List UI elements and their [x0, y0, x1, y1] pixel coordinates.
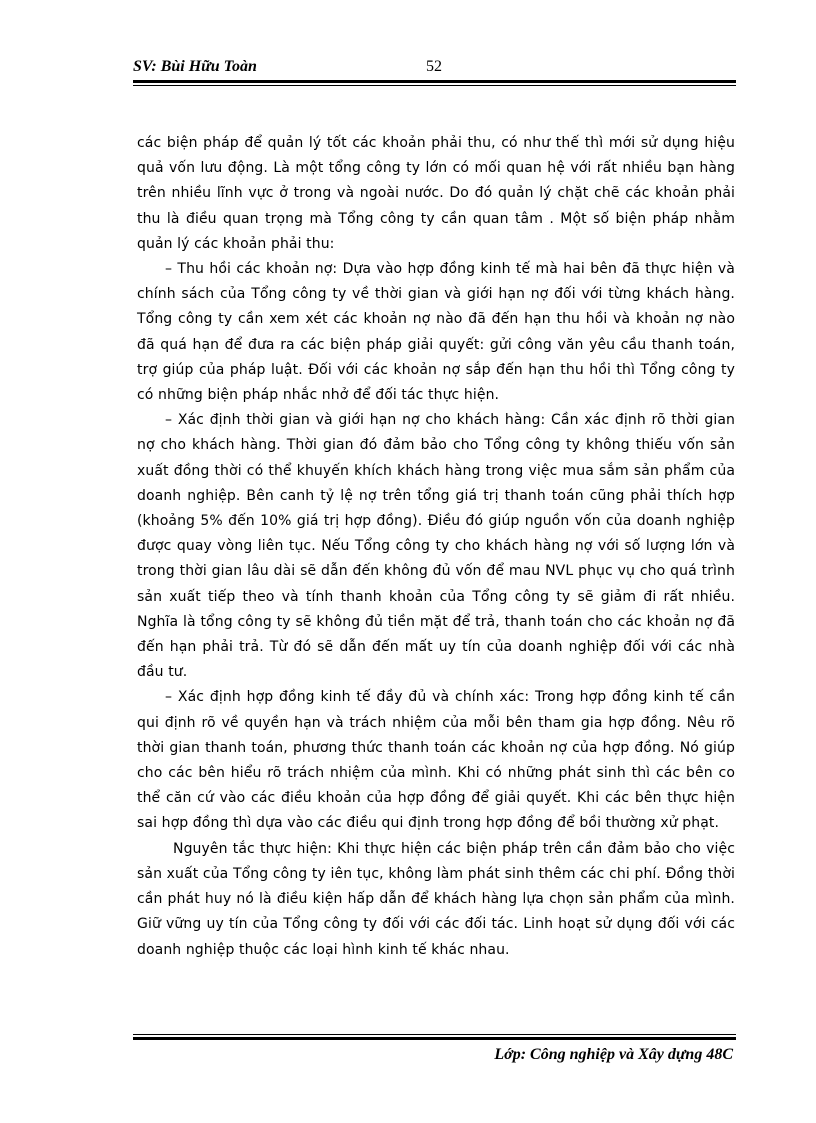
header-author: SV: Bùi Hữu Toàn — [133, 58, 257, 75]
paragraph-principle: Nguyên tắc thực hiện: Khi thực hiện các biện pháp trên cần đảm bảo cho việc sản xuất của Tổng công ty iên tục, không làm phát sinh thêm các chi phí. Đồng thời cần phát huy nó là điều kiện hấp dẫn để khách hàng lựa chọn sản phẩm của mình. Giữ vững uy tín của Tổng công ty đối với các đối tác. Linh hoạt sử dụng đối với các doanh nghiệp thuộc các loại hình kinh tế khác nhau. — [137, 840, 735, 958]
body-text — [137, 131, 735, 963]
footer-class-label: Lớp: Công nghiệp và Xây dựng 48C — [494, 1046, 733, 1063]
footer-rule-thick — [133, 1037, 736, 1040]
page-number: 52 — [426, 58, 442, 75]
footer-rule-thin — [133, 1034, 736, 1035]
header-rule-thin — [133, 85, 736, 86]
page-header — [133, 58, 735, 82]
paragraph-contract: – Xác định hợp đồng kinh tế đầy đủ và chính xác: Trong hợp đồng kinh tế cần qui định rõ về quyền hạn và trách nhiệm của mỗi bên tham gia hợp đồng. Nêu rõ thời gian thanh toán, phương thức thanh toán các khoản nợ của hợp đồng. Nó giúp cho các bên hiểu rõ trách nhiệm của mình. Khi có những phát sinh thì các bên co thể căn cứ vào các điều khoản của hợp đồng để giải quyết. Khi các bên thực hiện sai hợp đồng thì dựa vào các điều qui định trong hợp đồng để bồi thường xử phạt. — [137, 689, 735, 832]
paragraph-intro: các biện pháp để quản lý tốt các khoản phải thu, có như thế thì mới sử dụng hiệu quả vốn lưu động. Là một tổng công ty lớn có mối quan hệ với rất nhiều bạn hàng trên nhiều lĩnh vực ở trong và ngoài nước. Do đó quản lý chặt chẽ các khoản phải thu là điều quan trọng mà Tổng công ty cần quan tâm . Một số biện pháp nhằm quản lý các khoản phải thu: — [137, 135, 735, 252]
paragraph-debt-collection: – Thu hồi các khoản nợ: Dựa vào hợp đồng kinh tế mà hai bên đã thực hiện và chính sách của Tổng công ty về thời gian và giới hạn nợ đối với từng khách hàng. Tổng công ty cần xem xét các khoản nợ nào đã đến hạn thu hồi và khoản nợ nào đã quá hạn để đưa ra các biện pháp giải quyết: gửi công văn yêu cầu thanh toán, trợ giúp của pháp luật. Đối với các khoản nợ sắp đến hạn thu hồi thì Tổng công ty có những biện pháp nhắc nhở để đối tác thực hiện. — [137, 261, 735, 404]
paragraph-debt-limit: – Xác định thời gian và giới hạn nợ cho khách hàng: Cần xác định rõ thời gian nợ cho khách hàng. Thời gian đó đảm bảo cho Tổng công ty không thiếu vốn sản xuất đồng thời có thể khuyến khích khách hàng trong việc mua sắm sản phẩm của doanh nghiệp. Bên canh tỷ lệ nợ trên tổng giá trị thanh toán cũng phải thích hợp (khoảng 5% đến 10% giá trị hợp đồng). Điều đó giúp nguồn vốn của doanh nghiệp được quay vòng liên tục. Nếu Tổng công ty cho khách hàng nợ với số lượng lớn và trong thời gian lâu dài sẽ dẫn đến không đủ vốn để mau NVL phục vụ cho quá trình sản xuất tiếp theo và tính thanh khoản của Tổng công ty sẽ giảm đi rất nhiều. Nghĩa là tổng công ty sẽ không đủ tiền mặt để trả, thanh toán cho các khoản nợ đã đến hạn phải trả. Từ đó sẽ dẫn đến mất uy tín của doanh nghiệp đối với các nhà đầu tư. — [137, 412, 735, 681]
header-rule-thick — [133, 80, 736, 83]
